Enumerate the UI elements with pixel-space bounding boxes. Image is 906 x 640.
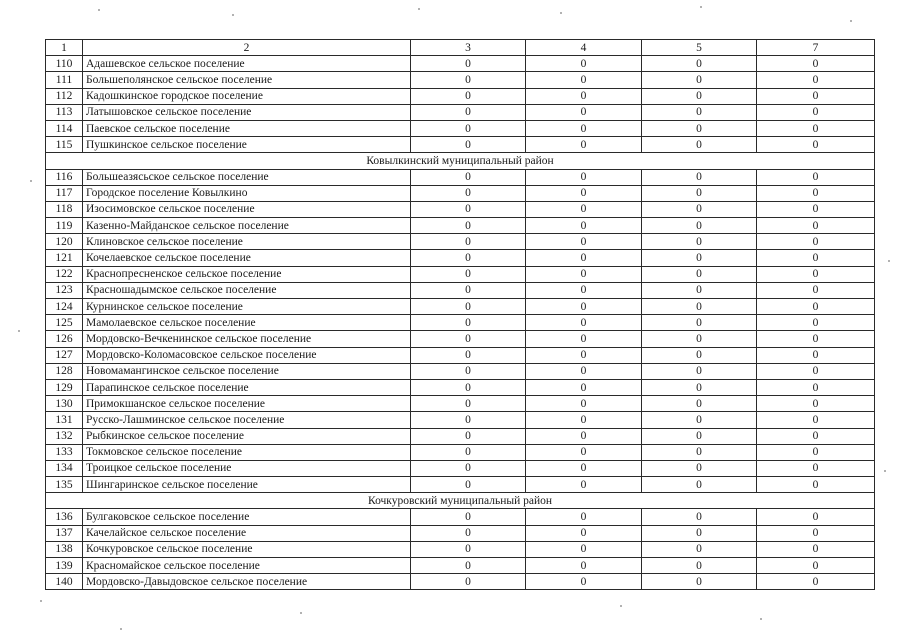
settlement-name: Большеполянское сельское поселение <box>83 72 411 88</box>
value-cell: 0 <box>526 412 642 428</box>
value-cell: 0 <box>642 104 757 120</box>
settlement-name: Качелайское сельское поселение <box>83 525 411 541</box>
value-cell: 0 <box>757 72 875 88</box>
value-cell: 0 <box>642 120 757 136</box>
row-number: 121 <box>46 250 83 266</box>
value-cell: 0 <box>642 56 757 72</box>
header-cell-col2: 2 <box>83 40 411 56</box>
value-cell: 0 <box>526 396 642 412</box>
value-cell: 0 <box>757 509 875 525</box>
value-cell: 0 <box>642 379 757 395</box>
table-row <box>46 331 875 347</box>
district-title: Кочкуровский муниципальный район <box>46 493 875 509</box>
value-cell: 0 <box>642 315 757 331</box>
row-number: 114 <box>46 120 83 136</box>
row-number: 137 <box>46 525 83 541</box>
scan-speck <box>620 605 622 607</box>
value-cell: 0 <box>642 558 757 574</box>
value-cell: 0 <box>526 525 642 541</box>
value-cell: 0 <box>526 137 642 153</box>
value-cell: 0 <box>757 477 875 493</box>
table-row <box>46 509 875 525</box>
settlement-name: Казенно-Майданское сельское поселение <box>83 218 411 234</box>
value-cell: 0 <box>411 525 526 541</box>
row-number: 113 <box>46 104 83 120</box>
value-cell: 0 <box>526 234 642 250</box>
row-number: 138 <box>46 541 83 557</box>
value-cell: 0 <box>642 218 757 234</box>
table-row <box>46 379 875 395</box>
settlement-name: Мордовско-Коломасовское сельское поселение <box>83 347 411 363</box>
value-cell: 0 <box>411 412 526 428</box>
table-row <box>46 460 875 476</box>
value-cell: 0 <box>757 234 875 250</box>
value-cell: 0 <box>757 363 875 379</box>
value-cell: 0 <box>642 88 757 104</box>
row-number: 140 <box>46 574 83 590</box>
value-cell: 0 <box>411 201 526 217</box>
value-cell: 0 <box>411 379 526 395</box>
row-number: 129 <box>46 379 83 395</box>
value-cell: 0 <box>642 428 757 444</box>
settlement-name: Троицкое сельское поселение <box>83 460 411 476</box>
value-cell: 0 <box>411 315 526 331</box>
row-number: 135 <box>46 477 83 493</box>
settlement-name: Красномайское сельское поселение <box>83 558 411 574</box>
value-cell: 0 <box>642 477 757 493</box>
value-cell: 0 <box>642 201 757 217</box>
table-row <box>46 541 875 557</box>
scan-speck <box>40 600 42 602</box>
value-cell: 0 <box>526 541 642 557</box>
value-cell: 0 <box>411 460 526 476</box>
settlement-name: Краснопресненское сельское поселение <box>83 266 411 282</box>
value-cell: 0 <box>757 137 875 153</box>
value-cell: 0 <box>757 299 875 315</box>
value-cell: 0 <box>526 558 642 574</box>
table-row <box>46 88 875 104</box>
settlement-name: Новомамангинское сельское поселение <box>83 363 411 379</box>
value-cell: 0 <box>757 574 875 590</box>
settlement-name: Латышовское сельское поселение <box>83 104 411 120</box>
scan-speck <box>120 628 122 630</box>
row-number: 119 <box>46 218 83 234</box>
value-cell: 0 <box>642 460 757 476</box>
value-cell: 0 <box>642 137 757 153</box>
value-cell: 0 <box>411 104 526 120</box>
row-number: 133 <box>46 444 83 460</box>
row-number: 118 <box>46 201 83 217</box>
value-cell: 0 <box>526 72 642 88</box>
settlement-name: Адашевское сельское поселение <box>83 56 411 72</box>
value-cell: 0 <box>757 201 875 217</box>
value-cell: 0 <box>411 88 526 104</box>
value-cell: 0 <box>411 299 526 315</box>
value-cell: 0 <box>526 282 642 298</box>
value-cell: 0 <box>757 347 875 363</box>
settlement-name: Пушкинское сельское поселение <box>83 137 411 153</box>
settlement-name: Мордовско-Вечкенинское сельское поселение <box>83 331 411 347</box>
value-cell: 0 <box>642 412 757 428</box>
scan-speck <box>700 6 702 8</box>
settlement-name: Булгаковское сельское поселение <box>83 509 411 525</box>
row-number: 136 <box>46 509 83 525</box>
value-cell: 0 <box>757 331 875 347</box>
value-cell: 0 <box>757 444 875 460</box>
row-number: 130 <box>46 396 83 412</box>
header-cell-col5: 5 <box>642 40 757 56</box>
value-cell: 0 <box>642 266 757 282</box>
row-number: 126 <box>46 331 83 347</box>
settlement-name: Шингаринское сельское поселение <box>83 477 411 493</box>
value-cell: 0 <box>642 509 757 525</box>
row-number: 117 <box>46 185 83 201</box>
table-row <box>46 428 875 444</box>
settlement-name: Рыбкинское сельское поселение <box>83 428 411 444</box>
value-cell: 0 <box>642 347 757 363</box>
table-row <box>46 396 875 412</box>
header-cell-col7: 7 <box>757 40 875 56</box>
scan-speck <box>850 20 852 22</box>
value-cell: 0 <box>411 72 526 88</box>
value-cell: 0 <box>411 396 526 412</box>
value-cell: 0 <box>642 185 757 201</box>
value-cell: 0 <box>526 88 642 104</box>
value-cell: 0 <box>757 460 875 476</box>
scan-speck <box>98 9 100 11</box>
settlement-name: Городское поселение Ковылкино <box>83 185 411 201</box>
settlements-table <box>45 39 875 590</box>
value-cell: 0 <box>411 56 526 72</box>
table-row <box>46 525 875 541</box>
settlement-name: Красношадымское сельское поселение <box>83 282 411 298</box>
value-cell: 0 <box>757 428 875 444</box>
value-cell: 0 <box>411 541 526 557</box>
value-cell: 0 <box>411 218 526 234</box>
value-cell: 0 <box>526 363 642 379</box>
value-cell: 0 <box>411 185 526 201</box>
value-cell: 0 <box>757 266 875 282</box>
value-cell: 0 <box>642 444 757 460</box>
table-row <box>46 444 875 460</box>
value-cell: 0 <box>411 444 526 460</box>
value-cell: 0 <box>642 363 757 379</box>
value-cell: 0 <box>642 234 757 250</box>
header-cell-col4: 4 <box>526 40 642 56</box>
value-cell: 0 <box>411 574 526 590</box>
value-cell: 0 <box>411 428 526 444</box>
settlement-name: Русско-Лашминское сельское поселение <box>83 412 411 428</box>
value-cell: 0 <box>757 169 875 185</box>
table-row <box>46 137 875 153</box>
value-cell: 0 <box>411 509 526 525</box>
value-cell: 0 <box>526 266 642 282</box>
settlement-name: Кадошкинское городское поселение <box>83 88 411 104</box>
value-cell: 0 <box>757 315 875 331</box>
row-number: 111 <box>46 72 83 88</box>
scan-speck <box>888 260 890 262</box>
scan-speck <box>30 180 32 182</box>
value-cell: 0 <box>526 379 642 395</box>
table-row <box>46 558 875 574</box>
row-number: 120 <box>46 234 83 250</box>
table-body <box>46 40 875 590</box>
scan-speck <box>884 470 886 472</box>
scan-speck <box>300 612 302 614</box>
district-header-row <box>46 493 875 509</box>
table-row <box>46 363 875 379</box>
row-number: 131 <box>46 412 83 428</box>
value-cell: 0 <box>411 477 526 493</box>
value-cell: 0 <box>526 169 642 185</box>
value-cell: 0 <box>642 250 757 266</box>
value-cell: 0 <box>757 396 875 412</box>
scan-speck <box>232 14 234 16</box>
value-cell: 0 <box>757 88 875 104</box>
table-row <box>46 299 875 315</box>
value-cell: 0 <box>526 104 642 120</box>
scan-speck <box>418 8 420 10</box>
value-cell: 0 <box>411 169 526 185</box>
value-cell: 0 <box>526 509 642 525</box>
row-number: 122 <box>46 266 83 282</box>
table-row <box>46 169 875 185</box>
value-cell: 0 <box>642 331 757 347</box>
value-cell: 0 <box>757 185 875 201</box>
row-number: 132 <box>46 428 83 444</box>
table-row <box>46 218 875 234</box>
table-row <box>46 185 875 201</box>
value-cell: 0 <box>757 250 875 266</box>
value-cell: 0 <box>411 347 526 363</box>
value-cell: 0 <box>411 331 526 347</box>
value-cell: 0 <box>757 282 875 298</box>
value-cell: 0 <box>411 558 526 574</box>
table-row <box>46 120 875 136</box>
value-cell: 0 <box>642 169 757 185</box>
table-row <box>46 315 875 331</box>
settlement-name: Изосимовское сельское поселение <box>83 201 411 217</box>
value-cell: 0 <box>642 396 757 412</box>
header-row <box>46 40 875 56</box>
value-cell: 0 <box>642 299 757 315</box>
table-row <box>46 104 875 120</box>
value-cell: 0 <box>411 250 526 266</box>
value-cell: 0 <box>411 363 526 379</box>
value-cell: 0 <box>642 282 757 298</box>
value-cell: 0 <box>411 137 526 153</box>
district-header-row <box>46 153 875 169</box>
scan-speck <box>560 12 562 14</box>
settlement-name: Кочелаевское сельское поселение <box>83 250 411 266</box>
value-cell: 0 <box>642 525 757 541</box>
header-cell-col3: 3 <box>411 40 526 56</box>
row-number: 112 <box>46 88 83 104</box>
row-number: 127 <box>46 347 83 363</box>
settlement-name: Курнинское сельское поселение <box>83 299 411 315</box>
row-number: 116 <box>46 169 83 185</box>
row-number: 124 <box>46 299 83 315</box>
header-cell-col1: 1 <box>46 40 83 56</box>
value-cell: 0 <box>757 541 875 557</box>
table-row <box>46 201 875 217</box>
table-row <box>46 412 875 428</box>
settlement-name: Парапинское сельское поселение <box>83 379 411 395</box>
row-number: 115 <box>46 137 83 153</box>
value-cell: 0 <box>411 282 526 298</box>
value-cell: 0 <box>526 444 642 460</box>
scan-speck <box>18 330 20 332</box>
value-cell: 0 <box>757 412 875 428</box>
table-row <box>46 347 875 363</box>
value-cell: 0 <box>526 56 642 72</box>
value-cell: 0 <box>642 72 757 88</box>
value-cell: 0 <box>526 574 642 590</box>
value-cell: 0 <box>526 477 642 493</box>
row-number: 125 <box>46 315 83 331</box>
value-cell: 0 <box>526 185 642 201</box>
value-cell: 0 <box>526 460 642 476</box>
settlement-name: Токмовское сельское поселение <box>83 444 411 460</box>
value-cell: 0 <box>642 541 757 557</box>
table-row <box>46 282 875 298</box>
table-row <box>46 574 875 590</box>
settlement-name: Мамолаевское сельское поселение <box>83 315 411 331</box>
row-number: 128 <box>46 363 83 379</box>
table-row <box>46 250 875 266</box>
value-cell: 0 <box>526 347 642 363</box>
settlement-name: Паевское сельское поселение <box>83 120 411 136</box>
row-number: 123 <box>46 282 83 298</box>
value-cell: 0 <box>526 250 642 266</box>
value-cell: 0 <box>411 234 526 250</box>
district-title: Ковылкинский муниципальный район <box>46 153 875 169</box>
settlement-name: Клиновское сельское поселение <box>83 234 411 250</box>
value-cell: 0 <box>757 56 875 72</box>
settlement-name: Кочкуровское сельское поселение <box>83 541 411 557</box>
scan-speck <box>760 618 762 620</box>
row-number: 110 <box>46 56 83 72</box>
value-cell: 0 <box>526 201 642 217</box>
row-number: 134 <box>46 460 83 476</box>
value-cell: 0 <box>411 120 526 136</box>
value-cell: 0 <box>526 315 642 331</box>
value-cell: 0 <box>526 299 642 315</box>
value-cell: 0 <box>757 379 875 395</box>
value-cell: 0 <box>642 574 757 590</box>
settlement-name: Мордовско-Давыдовское сельское поселение <box>83 574 411 590</box>
settlement-name: Примокшанское сельское поселение <box>83 396 411 412</box>
value-cell: 0 <box>526 331 642 347</box>
value-cell: 0 <box>757 525 875 541</box>
table-row <box>46 72 875 88</box>
settlement-name: Большеазясьское сельское поселение <box>83 169 411 185</box>
value-cell: 0 <box>757 104 875 120</box>
value-cell: 0 <box>526 120 642 136</box>
table-row <box>46 234 875 250</box>
value-cell: 0 <box>757 558 875 574</box>
value-cell: 0 <box>757 218 875 234</box>
value-cell: 0 <box>526 428 642 444</box>
table-row <box>46 266 875 282</box>
table-row <box>46 477 875 493</box>
value-cell: 0 <box>526 218 642 234</box>
row-number: 139 <box>46 558 83 574</box>
table-row <box>46 56 875 72</box>
value-cell: 0 <box>757 120 875 136</box>
value-cell: 0 <box>411 266 526 282</box>
